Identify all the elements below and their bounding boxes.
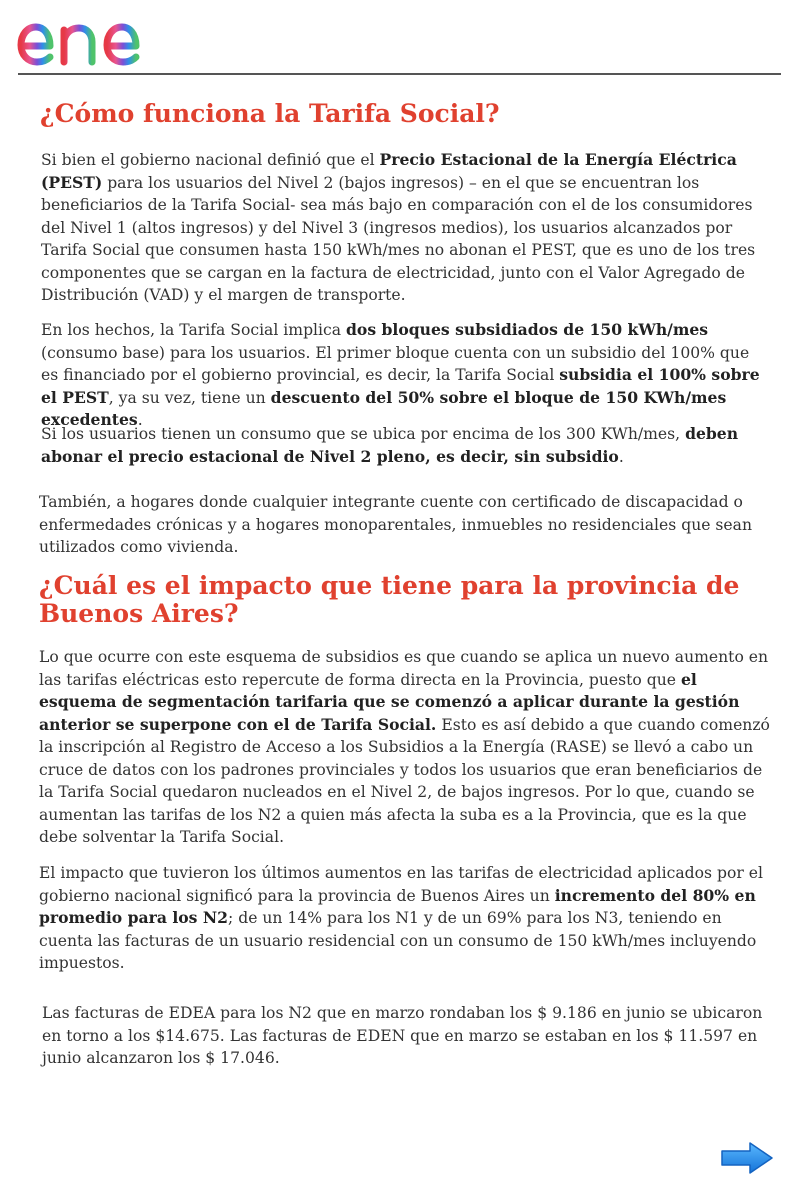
paragraph-impacto-aumentos (39, 862, 774, 975)
header-divider (18, 73, 781, 75)
section-heading-impacto: ¿Cuál es el impacto que tiene para la provincia de Buenos Aires? (39, 571, 740, 628)
bold-text: descuento del 50% sobre el bloque de 150 KWh/mes excedentes (41, 387, 727, 429)
bold-text: deben abonar el precio estacional de Nivel 2 pleno, es decir, sin subsidio (41, 424, 739, 466)
bold-text: Precio Estacional de la Energía Eléctrica (PEST) (41, 150, 737, 192)
text-run: , ya su vez, tiene un (108, 388, 271, 407)
arrow-right-icon (720, 1140, 774, 1176)
enel-logo[interactable] (16, 8, 180, 72)
text-run: Si los usuarios tienen un consumo que se ubica por encima de los 300 KWh/mes, (41, 425, 686, 443)
text-run: Lo que ocurre con este esquema de subsidios es que cuando se aplica un nuevo aumento en las tarifas eléctricas esto repercute de forma directa en la Provincia, puesto que (39, 648, 769, 689)
text-run: ; de un 14% para los N1 y de un 69% para los N3, teniendo en cuenta las facturas de un usuario residencial con un consumo de 150 kWh/mes incluyendo impuestos. (39, 909, 757, 972)
next-page-button[interactable] (720, 1140, 774, 1176)
paragraph-hogares: También, a hogares donde cualquier integrante cuente con certificado de discapacidad o enfermedades crónicas y a hogares monoparentales, inmuebles no residenciales que sean utilizados como vivienda. (39, 493, 752, 556)
text-run: . (137, 411, 143, 429)
text-run: (consumo base) para los usuarios. El primer bloque cuenta con un subsidio del 100% que es financiado por el gobierno provincial, es decir, la Tarifa Social (41, 343, 750, 384)
text-run: El impacto que tuvieron los últimos aumentos en las tarifas de electricidad aplicados por el gobierno nacional significó para la provincia de Buenos Aires un (39, 864, 763, 905)
paragraph-esquema-subsidios (39, 646, 774, 849)
paragraph-bloques (41, 319, 771, 432)
text-run: En los hechos, la Tarifa Social implica (41, 321, 347, 339)
section-heading-tarifa-social: ¿Cómo funciona la Tarifa Social? (40, 99, 500, 128)
text-run: para los usuarios del Nivel 2 (bajos ingresos) – en el que se encuentran los beneficiarios de la Tarifa Social- sea más bajo en comparación con el de los consumidores del Nivel 1 (altos ingresos) y del Nivel 3 (ingresos medios), los usuarios alcanzados por Tarifa Social que consumen hasta 150 kWh/mes no abonan el PEST, que es uno de los tres componentes que se cargan en la factura de electricidad, junto con el Valor Agregado de Distribución (VAD) y el margen de transporte. (41, 173, 756, 304)
bold-text: incremento del 80% en promedio para los N2 (39, 885, 756, 927)
bold-text: el esquema de segmentación tarifaria que se comenzó a aplicar durante la gestión anterior se superpone con el de Tarifa Social. (39, 669, 740, 734)
bold-text: subsidia el 100% sobre el PEST (41, 365, 760, 407)
header (0, 0, 800, 76)
bold-text: dos bloques subsidiados de 150 kWh/mes (346, 320, 709, 339)
enel-logo-mark (16, 8, 180, 68)
text-run: Si bien el gobierno nacional definió que el (41, 151, 380, 169)
paragraph-pest (41, 149, 771, 307)
text-run: . (618, 447, 624, 466)
paragraph-facturas-edea-eden: Las facturas de EDEA para los N2 que en marzo rondaban los $ 9.186 en junio se ubicaron en torno a los $14.675. Las facturas de EDEN que en marzo se estaban en los $ 11.597 en junio alcanzaron los $ 17.046. (42, 1004, 763, 1067)
text-run: Esto es así debido a que cuando comenzó la inscripción al Registro de Acceso a los Subsidios a la Energía (RASE) se llevó a cabo un cruce de datos con los padrones provinciales y todos los usuarios que eran beneficiarios de la Tarifa Social quedaron nucleados en el Nivel 2, de bajos ingresos. Por lo que, cuando se aumentan las tarifas de los N2 a quien más afecta la suba es a la Provincia, que es la que debe solventar la Tarifa Social. (39, 715, 770, 846)
paragraph-consumo-300 (41, 423, 771, 468)
